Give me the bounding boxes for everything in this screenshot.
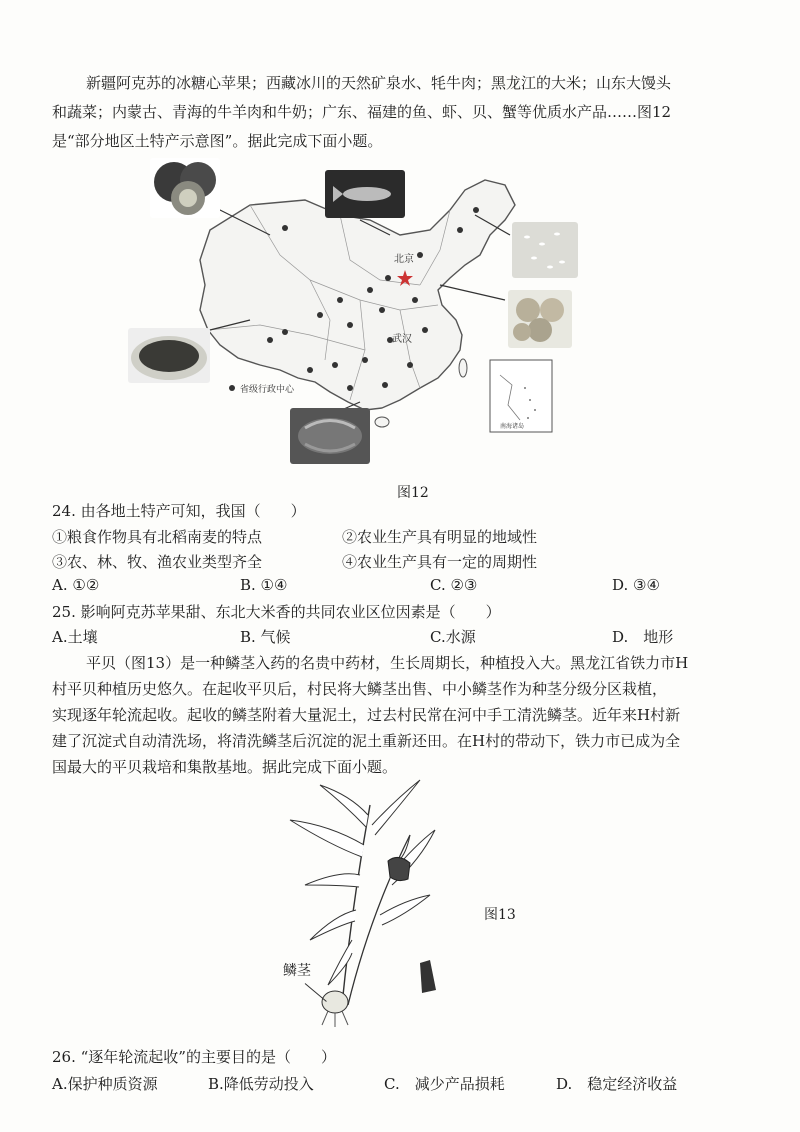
q26-stem: 26. “逐年轮流起收”的主要目的是（ ） [52, 1048, 336, 1066]
figure-13-plant [280, 775, 480, 1030]
intro1-line1: 新疆阿克苏的冰糖心苹果；西藏冰川的天然矿泉水、牦牛肉；黑龙江的大米；山东大馒头 [86, 74, 672, 92]
intro1-line3: 是“部分地区土特产示意图”。据此完成下面小题。 [52, 132, 383, 150]
q24-option-2: ②农业生产具有明显的地域性 [342, 528, 538, 546]
intro2-line5: 国最大的平贝栽培和集散基地。据此完成下面小题。 [52, 758, 398, 776]
q24-stem: 24. 由各地土特产可知，我国（ ） [52, 502, 306, 520]
q25-choice-b: B. 气候 [240, 628, 291, 646]
q24-option-1: ①粮食作物具有北稻南麦的特点 [52, 528, 263, 546]
figure-13-caption: 图13 [484, 907, 516, 923]
q24-choice-c: C. ②③ [430, 576, 478, 594]
map-legend-label: 省级行政中心 [240, 385, 295, 395]
figure-12-caption: 图12 [397, 485, 429, 501]
apple-photo [150, 158, 220, 218]
rice-photo [512, 222, 578, 278]
q25-choice-a: A.土壤 [52, 628, 98, 646]
intro1-line2: 和蔬菜；内蒙古、青海的牛羊肉和牛奶；广东、福建的鱼、虾、贝、蟹等优质水产品……图12 [52, 103, 672, 121]
map-label-beijing: 北京 [394, 254, 414, 265]
intro2-line4: 建了沉淀式自动清洗场，将清洗鳞茎后沉淀的泥土重新还田。在H村的带动下，铁力市已成为全 [52, 732, 681, 750]
q24-option-3: ③农、林、牧、渔农业类型齐全 [52, 553, 263, 571]
seafood-photo [290, 408, 370, 464]
q25-stem: 25. 影响阿克苏苹果甜、东北大米香的共同农业区位因素是（ ） [52, 603, 501, 621]
buns-photo [508, 290, 572, 348]
intro2-line1: 平贝（图13）是一种鳞茎入药的名贵中药材，生长周期长，种植投入大。黑龙江省铁力市H [86, 654, 689, 672]
meat-photo [128, 328, 210, 383]
q25-choice-d: D. 地形 [612, 628, 674, 646]
q26-choice-d: D. 稳定经济收益 [556, 1075, 678, 1093]
q24-option-4: ④农业生产具有一定的周期性 [342, 553, 538, 571]
q24-choice-a: A. ①② [52, 576, 100, 594]
q25-choice-c: C.水源 [430, 628, 476, 646]
map-inset-label: 南海诸岛 [500, 423, 525, 430]
bulb-label: 鳞茎 [283, 963, 311, 979]
q26-choice-b: B.降低劳动投入 [208, 1075, 314, 1093]
map-label-wuhan: 武汉 [392, 334, 412, 345]
q24-choice-d: D. ③④ [612, 576, 660, 594]
q26-choice-c: C. 减少产品损耗 [384, 1075, 505, 1093]
q26-choice-a: A.保护种质资源 [52, 1075, 158, 1093]
intro2-line2: 村平贝种植历史悠久。在起收平贝后，村民将大鳞茎出售、中小鳞茎作为种茎分级分区栽植， [52, 680, 668, 698]
q24-choice-b: B. ①④ [240, 576, 288, 594]
intro2-line3: 实现逐年轮流起收。起收的鳞茎附着大量泥土，过去村民常在河中手工清洗鳞茎。近年来H村新 [52, 706, 681, 724]
fish-photo [325, 170, 405, 218]
